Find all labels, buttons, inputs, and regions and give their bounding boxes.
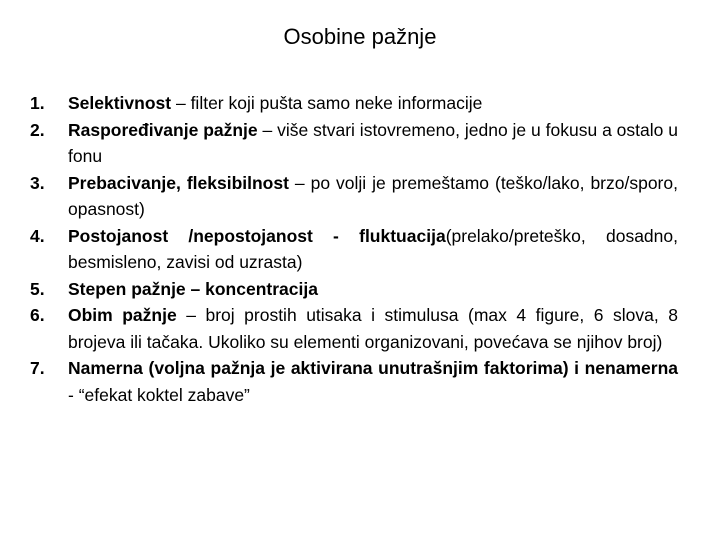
item-number: 4. <box>30 225 45 246</box>
item-term: Postojanost /nepostojanost - fluktuacija <box>68 225 446 246</box>
item-description: – broj prostih utisaka i stimulusa (max 4 figure, 6 slova, 8 brojeva ili tačaka. Ukoliko su elementi organizovani, povećava se njihov broj) <box>68 305 678 352</box>
item-term: Obim pažnje <box>68 305 177 325</box>
item-term: Namerna (voljna pažnja je aktivirana unutrašnjim faktorima) i nenamerna <box>68 358 678 378</box>
slide-title: Osobine pažnje <box>283 24 437 49</box>
item-number: 3. <box>30 172 45 193</box>
item-number: 6. <box>30 305 45 325</box>
list-item <box>30 117 678 170</box>
item-number: 7. <box>30 358 45 378</box>
list-item <box>30 355 678 408</box>
item-number: 2. <box>30 119 45 140</box>
item-term: Prebacivanje, fleksibilnost <box>68 172 289 193</box>
item-number: 1. <box>30 93 45 113</box>
attention-properties-list <box>30 90 678 408</box>
item-term: Selektivnost <box>68 93 172 113</box>
item-term: Stepen pažnje – koncentracija <box>68 278 318 299</box>
list-item <box>30 90 678 117</box>
item-description: – filter koji pušta samo neke informacije <box>171 93 483 113</box>
item-description: - “efekat koktel zabave” <box>68 384 250 405</box>
list-item <box>30 223 678 276</box>
list-item <box>30 302 678 355</box>
list-item <box>30 170 678 223</box>
list-item <box>30 276 678 303</box>
item-description: (prelako/preteško, dosadno, besmisleno, zavisi od uzrasta) <box>68 225 678 272</box>
item-description: – više stvari istovremeno, jedno je u fokusu a ostalo u fonu <box>68 119 678 166</box>
item-number: 5. <box>30 278 45 299</box>
item-description: – po volji je premeštamo (teško/lako, brzo/sporo, opasnost) <box>68 172 678 219</box>
item-term: Raspoređivanje pažnje <box>68 119 258 140</box>
